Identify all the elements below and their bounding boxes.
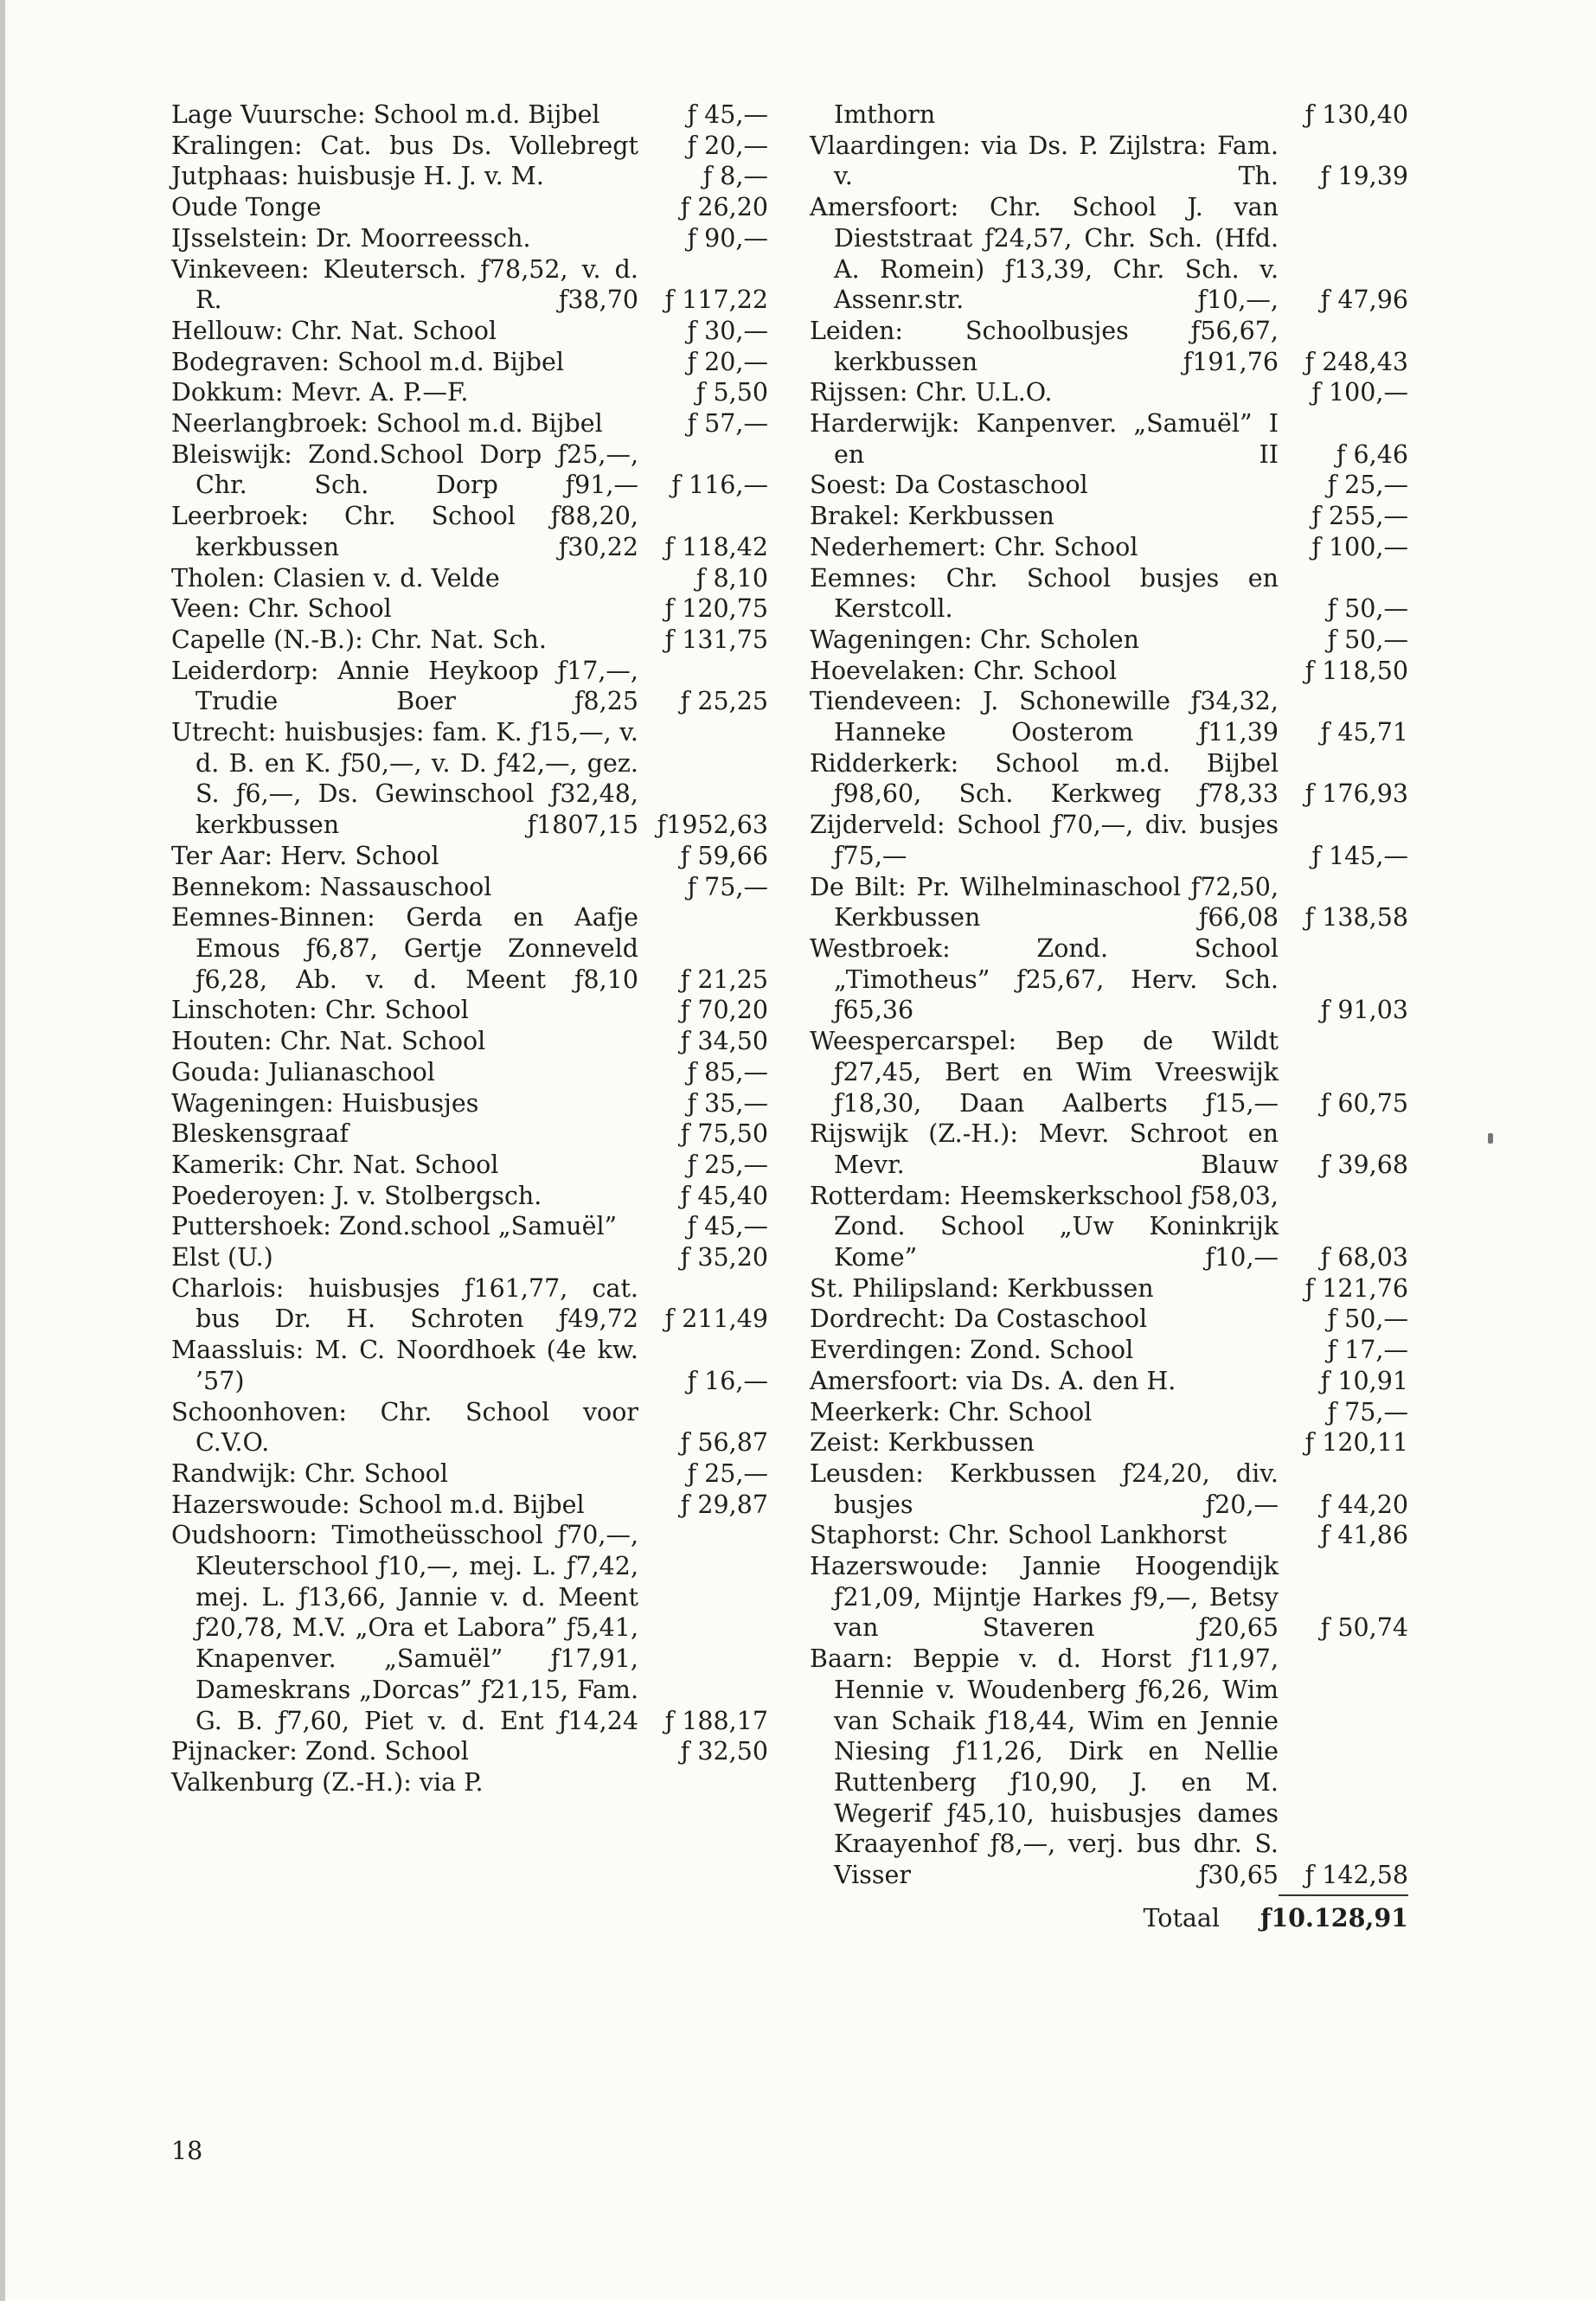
ledger-entry bbox=[171, 501, 768, 562]
entry-amount: ƒ 5,50 bbox=[695, 378, 768, 407]
ledger-entry bbox=[171, 439, 768, 501]
entry-amount: ƒ 17,— bbox=[1327, 1336, 1408, 1365]
entry-amount: ƒ 41,86 bbox=[1320, 1521, 1408, 1550]
ledger-entry bbox=[810, 810, 1408, 871]
entry-amount: ƒ 20,— bbox=[687, 347, 768, 376]
entry-description: Rotterdam: Heemskerkschool ƒ58,03, Zond. School „Uw Koninkrijk Kome” ƒ10,— bbox=[810, 1181, 1279, 1272]
entry-amount: ƒ 21,25 bbox=[680, 965, 768, 994]
entry-description: Amersfoort: via Ds. A. den H. bbox=[810, 1366, 1176, 1395]
ledger-entry bbox=[171, 223, 768, 254]
entry-amount: ƒ 50,— bbox=[1327, 625, 1408, 654]
ledger-entry bbox=[171, 1088, 768, 1119]
entry-description: Linschoten: Chr. School bbox=[171, 996, 469, 1025]
entry-amount: ƒ 120,75 bbox=[664, 594, 768, 624]
ledger-entry bbox=[171, 1397, 768, 1458]
entry-description: Soest: Da Costaschool bbox=[810, 471, 1088, 500]
entry-amount: ƒ 16,— bbox=[687, 1366, 768, 1395]
entry-description: Kamerik: Chr. Nat. School bbox=[171, 1150, 499, 1179]
entry-description: Pijnacker: Zond. School bbox=[171, 1737, 469, 1766]
entry-description: Staphorst: Chr. School Lankhorst bbox=[810, 1521, 1227, 1550]
entry-amount: ƒ 121,76 bbox=[1304, 1273, 1408, 1303]
entry-description: Ter Aar: Herv. School bbox=[171, 841, 439, 870]
entry-amount: ƒ 70,20 bbox=[680, 996, 768, 1025]
ledger-entry bbox=[810, 1520, 1408, 1551]
entry-amount: ƒ 34,50 bbox=[680, 1027, 768, 1056]
ledger-entry bbox=[171, 161, 768, 192]
entry-description: Kralingen: Cat. bus Ds. Vollebregt bbox=[171, 131, 638, 160]
ledger-entry bbox=[171, 1736, 768, 1767]
ledger-entry bbox=[810, 316, 1408, 377]
ledger-entry bbox=[171, 408, 768, 439]
entry-description: Meerkerk: Chr. School bbox=[810, 1397, 1093, 1426]
ledger-entry bbox=[171, 1150, 768, 1181]
ledger-entry bbox=[171, 1490, 768, 1521]
entry-amount: ƒ 142,58 bbox=[1304, 1861, 1408, 1890]
ledger-entry bbox=[810, 1458, 1408, 1520]
entry-description: De Bilt: Pr. Wilhelminaschool ƒ72,50, Kerkbussen ƒ66,08 bbox=[810, 872, 1279, 933]
entry-description: Wageningen: Huisbusjes bbox=[171, 1088, 479, 1118]
ledger-entry bbox=[171, 131, 768, 162]
ledger-entry bbox=[810, 1304, 1408, 1335]
entry-amount: ƒ 60,75 bbox=[1320, 1088, 1408, 1118]
scan-edge bbox=[0, 0, 5, 2301]
ledger-entry bbox=[171, 841, 768, 872]
ledger-entry bbox=[810, 501, 1408, 532]
entry-description: Zijderveld: School ƒ70,—, div. busjes ƒ75,— bbox=[810, 811, 1279, 870]
entry-amount: ƒ 188,17 bbox=[664, 1706, 768, 1735]
entry-amount: ƒ 35,— bbox=[687, 1088, 768, 1118]
entry-amount: ƒ 57,— bbox=[687, 409, 768, 439]
entry-amount: ƒ 20,— bbox=[687, 131, 768, 160]
ledger-entry bbox=[810, 192, 1408, 316]
entry-amount: ƒ 255,— bbox=[1311, 502, 1408, 531]
ledger-entry bbox=[810, 748, 1408, 810]
entry-description: Lage Vuursche: School m.d. Bijbel bbox=[171, 100, 600, 129]
entry-description: Leusden: Kerkbussen ƒ24,20, div. busjes ƒ20,— bbox=[810, 1458, 1279, 1519]
entry-amount: ƒ 8,— bbox=[702, 162, 768, 191]
entry-amount: ƒ 29,87 bbox=[680, 1490, 768, 1519]
ledger-entry bbox=[171, 902, 768, 995]
entry-description: Poederoyen: J. v. Stolbergsch. bbox=[171, 1181, 542, 1210]
entry-description: Tiendeveen: J. Schonewille ƒ34,32, Hanneke Oosterom ƒ11,39 bbox=[810, 687, 1279, 747]
ledger-entry bbox=[810, 563, 1408, 625]
ledger-entry bbox=[171, 1242, 768, 1273]
entry-amount: ƒ 176,93 bbox=[1304, 779, 1408, 809]
ledger-entry bbox=[171, 1118, 768, 1150]
entry-amount: ƒ 50,74 bbox=[1320, 1613, 1408, 1643]
entry-amount: ƒ 248,43 bbox=[1304, 347, 1408, 376]
entry-amount: ƒ 32,50 bbox=[680, 1737, 768, 1766]
entry-description: Imthorn bbox=[834, 100, 936, 129]
entry-amount: ƒ 25,— bbox=[1327, 471, 1408, 500]
entry-description: Utrecht: huisbusjes: fam. K. ƒ15,—, v. d. B. en K. ƒ50,—, v. D. ƒ42,—, gez. S. ƒ6,—, Ds. Gewinschool ƒ32,48, kerkbussen ƒ1807,15 bbox=[171, 718, 638, 840]
entry-amount: ƒ 45,71 bbox=[1320, 718, 1408, 747]
entry-amount: ƒ 117,22 bbox=[664, 285, 768, 315]
entry-description: Hoevelaken: Chr. School bbox=[810, 656, 1118, 685]
ledger-entry bbox=[171, 1181, 768, 1212]
entry-description: Ridderkerk: School m.d. Bijbel ƒ98,60, Sch. Kerkweg ƒ78,33 bbox=[810, 748, 1279, 809]
entry-description: Vinkeveen: Kleutersch. ƒ78,52, v. d. R. ƒ38,70 bbox=[171, 254, 638, 315]
ledger-entry bbox=[171, 1458, 768, 1490]
entry-amount: ƒ 10,91 bbox=[1320, 1366, 1408, 1395]
entry-amount: ƒ 45,— bbox=[687, 1212, 768, 1241]
ledger-entry bbox=[810, 1644, 1408, 1891]
entry-description: Gouda: Julianaschool bbox=[171, 1057, 435, 1086]
ledger-entry bbox=[171, 1211, 768, 1242]
entry-description: Bleiswijk: Zond.School Dorp ƒ25,—, Chr. Sch. Dorp ƒ91,— bbox=[171, 439, 638, 500]
ledger-entry bbox=[171, 347, 768, 378]
ledger-entry bbox=[810, 1181, 1408, 1273]
scan-smudge bbox=[1488, 1133, 1493, 1144]
entry-amount: ƒ 47,96 bbox=[1320, 285, 1408, 315]
entry-description: Eemnes-Binnen: Gerda en Aafje Emous ƒ6,87, Gertje Zonneveld ƒ6,28, Ab. v. d. Meent ƒ8,10 bbox=[171, 903, 638, 994]
ledger-entry bbox=[810, 1551, 1408, 1644]
entry-description: Wageningen: Chr. Scholen bbox=[810, 625, 1139, 654]
entry-description: Valkenburg (Z.-H.): via P. bbox=[171, 1767, 484, 1797]
right-column bbox=[810, 99, 1408, 1934]
entry-description: Maassluis: M. C. Noordhoek (4e kw. ’57) bbox=[171, 1336, 638, 1395]
entry-description: Neerlangbroek: School m.d. Bijbel bbox=[171, 409, 603, 439]
entry-amount: ƒ 91,03 bbox=[1320, 996, 1408, 1025]
entry-amount: ƒ1952,63 bbox=[657, 811, 768, 840]
ledger-entry bbox=[810, 872, 1408, 933]
entry-amount: ƒ 100,— bbox=[1311, 532, 1408, 561]
entry-description: Houten: Chr. Nat. School bbox=[171, 1027, 486, 1056]
entry-amount: ƒ 85,— bbox=[687, 1057, 768, 1086]
entry-description: Randwijk: Chr. School bbox=[171, 1458, 449, 1488]
entry-description: Zeist: Kerkbussen bbox=[810, 1428, 1035, 1458]
entry-description: Leerbroek: Chr. School ƒ88,20, kerkbussen ƒ30,22 bbox=[171, 502, 638, 561]
entry-amount: ƒ 45,— bbox=[687, 100, 768, 129]
entry-amount: ƒ 19,39 bbox=[1320, 162, 1408, 191]
entry-description: Hellouw: Chr. Nat. School bbox=[171, 316, 497, 345]
ledger-entry bbox=[810, 1026, 1408, 1118]
ledger-entry bbox=[810, 625, 1408, 656]
entry-description: Harderwijk: Kanpenver. „Samuël” I en II bbox=[810, 409, 1279, 469]
entry-description: Vlaardingen: via Ds. P. Zijlstra: Fam. v. Th. bbox=[810, 131, 1279, 191]
entry-amount: ƒ 45,40 bbox=[680, 1181, 768, 1210]
entry-amount: ƒ 50,— bbox=[1327, 594, 1408, 624]
ledger-entry bbox=[171, 1026, 768, 1057]
entry-amount: ƒ 118,42 bbox=[664, 532, 768, 561]
ledger-entry bbox=[810, 470, 1408, 501]
ledger-entry bbox=[171, 717, 768, 841]
entry-amount: ƒ 75,— bbox=[1327, 1397, 1408, 1426]
ledger-entry bbox=[171, 377, 768, 408]
ledger-entry bbox=[810, 686, 1408, 747]
ledger-entry bbox=[171, 1335, 768, 1396]
ledger-entry bbox=[171, 593, 768, 625]
entry-description: Weespercarspel: Bep de Wildt ƒ27,45, Bert en Wim Vreeswijk ƒ18,30, Daan Aalberts ƒ15,— bbox=[810, 1027, 1279, 1118]
entry-amount: ƒ 100,— bbox=[1311, 378, 1408, 407]
entry-description: Elst (U.) bbox=[171, 1243, 273, 1272]
entry-amount: ƒ 118,50 bbox=[1304, 656, 1408, 685]
entry-description: Nederhemert: Chr. School bbox=[810, 532, 1138, 561]
ledger-entry bbox=[810, 1366, 1408, 1397]
entry-description: Charlois: huisbusjes ƒ161,77, cat. bus Dr. H. Schroten ƒ49,72 bbox=[171, 1273, 638, 1334]
left-column bbox=[171, 99, 768, 1798]
page-number: 18 bbox=[171, 2137, 203, 2165]
entry-amount: ƒ 39,68 bbox=[1320, 1150, 1408, 1179]
entry-description: Everdingen: Zond. School bbox=[810, 1336, 1134, 1365]
entry-description: Rijssen: Chr. U.L.O. bbox=[810, 378, 1053, 407]
entry-amount: ƒ 30,— bbox=[687, 316, 768, 345]
ledger-entry bbox=[171, 99, 768, 131]
ledger-entry bbox=[171, 1767, 768, 1798]
entry-description: Rijswijk (Z.-H.): Mevr. Schroot en Mevr. Blauw bbox=[810, 1119, 1279, 1179]
ledger-entry bbox=[810, 1335, 1408, 1366]
total-amount: ƒ10.128,91 bbox=[1260, 1903, 1408, 1933]
ledger-entry bbox=[171, 1057, 768, 1088]
ledger-entry bbox=[171, 872, 768, 903]
entry-description: Schoonhoven: Chr. School voor C.V.O. bbox=[171, 1397, 638, 1458]
right-entries bbox=[810, 99, 1408, 1891]
entry-description: Oude Tonge bbox=[171, 193, 322, 222]
ledger-entry bbox=[171, 1520, 768, 1736]
entry-amount: ƒ 131,75 bbox=[664, 625, 768, 654]
total-rule bbox=[810, 1891, 1408, 1901]
ledger-entry bbox=[171, 192, 768, 223]
ledger-entry bbox=[810, 131, 1408, 192]
entry-description: IJsselstein: Dr. Moorreessch. bbox=[171, 223, 531, 253]
entry-amount: ƒ 35,20 bbox=[680, 1243, 768, 1272]
ledger-entry bbox=[171, 625, 768, 656]
entry-amount: ƒ 44,20 bbox=[1320, 1490, 1408, 1519]
entry-amount: ƒ 75,— bbox=[687, 872, 768, 901]
entry-description: Puttershoek: Zond.school „Samuël” bbox=[171, 1212, 618, 1241]
entry-amount: ƒ 120,11 bbox=[1304, 1428, 1408, 1458]
entry-description: Capelle (N.-B.): Chr. Nat. Sch. bbox=[171, 625, 547, 654]
entry-amount: ƒ 211,49 bbox=[664, 1304, 768, 1334]
entry-amount: ƒ 59,66 bbox=[680, 841, 768, 870]
ledger-entry bbox=[810, 933, 1408, 1026]
ledger-entry bbox=[171, 656, 768, 717]
entry-description: Jutphaas: huisbusje H. J. v. M. bbox=[171, 162, 544, 191]
entry-description: Leiden: Schoolbusjes ƒ56,67, kerkbussen ƒ191,76 bbox=[810, 316, 1279, 376]
entry-amount: ƒ 25,— bbox=[687, 1458, 768, 1488]
entry-amount: ƒ 26,20 bbox=[680, 193, 768, 222]
ledger-entry bbox=[810, 377, 1408, 408]
entry-amount: ƒ 130,40 bbox=[1304, 100, 1408, 129]
entry-amount: ƒ 68,03 bbox=[1320, 1243, 1408, 1272]
entry-description: Bennekom: Nassauschool bbox=[171, 872, 492, 901]
entry-amount: ƒ 75,50 bbox=[680, 1119, 768, 1149]
ledger-entry bbox=[810, 1397, 1408, 1428]
entry-description: Eemnes: Chr. School busjes en Kerstcoll. bbox=[810, 563, 1279, 624]
entry-amount: ƒ 90,— bbox=[687, 223, 768, 253]
entry-amount: ƒ 8,10 bbox=[695, 563, 768, 593]
entry-description: Tholen: Clasien v. d. Velde bbox=[171, 563, 500, 593]
entry-description: Baarn: Beppie v. d. Horst ƒ11,97, Hennie v. Woudenberg ƒ6,26, Wim van Schaik ƒ18,44, Wim en Jennie Niesing ƒ11,26, Dirk en Nellie Ruttenberg ƒ10,90, J. en M. Wegerif ƒ45,10, huisbusjes dames Kraayenhof ƒ8,—, verj. bus dhr. S. Visser ƒ30,65 bbox=[810, 1644, 1279, 1890]
ledger-entry bbox=[171, 316, 768, 347]
entry-description: Leiderdorp: Annie Heykoop ƒ17,—, Trudie Boer ƒ8,25 bbox=[171, 656, 638, 716]
entry-description: Westbroek: Zond. School „Timotheus” ƒ25,67, Herv. Sch. ƒ65,36 bbox=[810, 933, 1279, 1025]
ledger-entry bbox=[171, 1273, 768, 1335]
entry-description: Dordrecht: Da Costaschool bbox=[810, 1304, 1148, 1334]
ledger-entry bbox=[171, 995, 768, 1026]
entry-amount: ƒ 25,— bbox=[687, 1150, 768, 1179]
ledger-entry bbox=[810, 532, 1408, 563]
entry-description: Veen: Chr. School bbox=[171, 594, 392, 624]
total-line bbox=[810, 1901, 1408, 1934]
entry-description: Brakel: Kerkbussen bbox=[810, 502, 1054, 531]
entry-amount: ƒ 6,46 bbox=[1336, 439, 1408, 469]
entry-description: Hazerswoude: School m.d. Bijbel bbox=[171, 1490, 585, 1519]
entry-amount: ƒ 25,25 bbox=[680, 687, 768, 716]
entry-description: St. Philipsland: Kerkbussen bbox=[810, 1273, 1154, 1303]
entry-description: Bleskensgraaf bbox=[171, 1119, 349, 1149]
entry-description: Hazerswoude: Jannie Hoogendijk ƒ21,09, Mijntje Harkes ƒ9,—, Betsy van Staveren ƒ20,65 bbox=[810, 1552, 1279, 1643]
entry-amount: ƒ 145,— bbox=[1311, 841, 1408, 870]
ledger-entry bbox=[171, 254, 768, 316]
ledger-entry bbox=[810, 1118, 1408, 1180]
ledger-entry bbox=[810, 99, 1408, 131]
entry-description: Bodegraven: School m.d. Bijbel bbox=[171, 347, 564, 376]
entry-amount: ƒ 56,87 bbox=[680, 1428, 768, 1458]
entry-description: Dokkum: Mevr. A. P.—F. bbox=[171, 378, 469, 407]
ledger-entry bbox=[171, 563, 768, 594]
ledger-entry bbox=[810, 1427, 1408, 1458]
ledger-entry bbox=[810, 1273, 1408, 1304]
entry-amount: ƒ 116,— bbox=[671, 471, 768, 500]
total-label: Totaal bbox=[1143, 1904, 1220, 1933]
entry-description: Amersfoort: Chr. School J. van Dieststraat ƒ24,57, Chr. Sch. (Hfd. A. Romein) ƒ13,39, Chr. Sch. v. Assenr.str. ƒ10,—, bbox=[810, 193, 1279, 315]
ledger-entry bbox=[810, 656, 1408, 687]
entry-amount: ƒ 50,— bbox=[1327, 1304, 1408, 1334]
entry-description: Oudshoorn: Timotheüsschool ƒ70,—, Kleuterschool ƒ10,—, mej. L. ƒ7,42, mej. L. ƒ13,66, Jannie v. d. Meent ƒ20,78, M.V. „Ora et Labora” ƒ5,41, Knapenver. „Samuël” ƒ17,91, Dameskrans „Dorcas” ƒ21,15, Fam. G. B. ƒ7,60, Piet v. d. Ent ƒ14,24 bbox=[171, 1521, 638, 1735]
entry-amount: ƒ 138,58 bbox=[1304, 903, 1408, 933]
ledger-entry bbox=[810, 408, 1408, 470]
